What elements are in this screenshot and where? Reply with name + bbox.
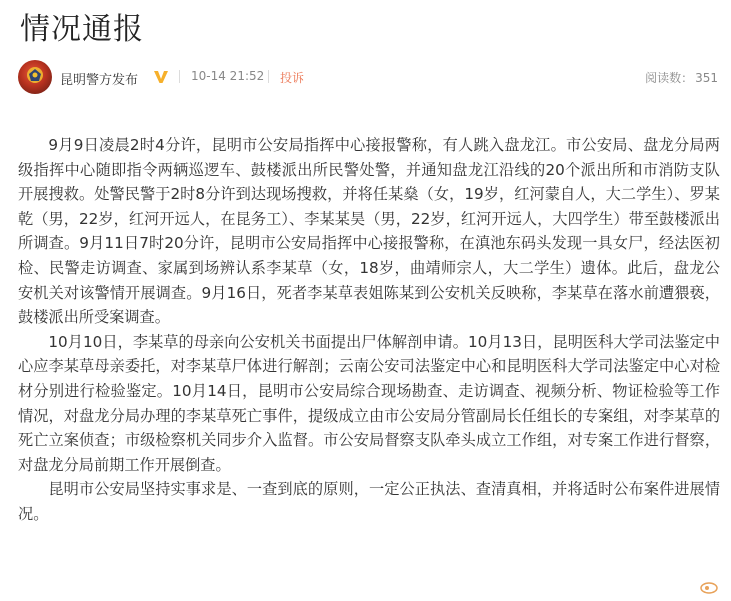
police-avatar-icon[interactable]	[18, 60, 52, 94]
report-link[interactable]: 投诉	[280, 71, 305, 85]
read-count-value: 351	[695, 71, 718, 85]
author-name-link[interactable]: 昆明警方发布	[60, 73, 139, 88]
verified-v-icon	[152, 68, 170, 86]
page-title: 情况通报	[20, 12, 144, 47]
meta-separator	[268, 70, 269, 83]
article-body	[18, 133, 720, 527]
read-count-label: 阅读数：	[645, 71, 694, 85]
article-paragraph: 9月9日凌晨2时4分许，昆明市公安局指挥中心接报警称，有人跳入盘龙江。市公安局、盘龙分局两级指挥中心随即指令两辆巡逻车、鼓楼派出所民警处警，并通知盘龙江沿线的20个派出所和市消防支队开展搜救。处警民警于2时8分许到达现场搜救，并将任某燊（女，19岁，红河蒙自人，大二学生）、罗某乾（男，22岁，红河开远人，在昆务工）、李某某昊（男，22岁，红河开远人，大四学生）带至鼓楼派出所调查。9月11日7时20分许，昆明市公安局指挥中心接报警称，在滇池东码头发现一具女尸，经法医初检、民警走访调查、家属到场辨认系李某草（女，18岁，曲靖师宗人，大二学生）遗体。此后，盘龙公安机关对该警情开展调查。9月16日，死者李某草表姐陈某到公安机关反映称，李某草在落水前遭猥亵，鼓楼派出所受案调查。	[18, 136, 720, 327]
meta-separator	[179, 70, 180, 83]
article-paragraph: 昆明市公安局坚持实事求是、一查到底的原则，一定公正执法、查清真相，并将适时公布案件进展情况。	[18, 480, 720, 523]
read-count	[645, 69, 718, 86]
post-meta-bar	[18, 60, 718, 96]
article-paragraph: 10月10日，李某草的母亲向公安机关书面提出尸体解剖申请。10月13日，昆明医科大学司法鉴定中心应李某草母亲委托，对李某草尸体进行解剖；云南公安司法鉴定中心和昆明医科大学司法鉴定中心对检材分别进行检验鉴定。10月14日，昆明市公安局综合现场勘查、走访调查、视频分析、物证检验等工作情况，对盘龙分局办理的李某草死亡事件，提级成立由市公安局分管副局长任组长的专案组，对李某草的死亡立案侦查；市级检察机关同步介入监督。市公安局督察支队牵头成立工作组，对专案工作进行督察，对盘龙分局前期工作开展倒查。	[18, 332, 720, 474]
watermark-icon	[699, 579, 719, 595]
post-timestamp: 10-14 21:52	[191, 69, 265, 83]
